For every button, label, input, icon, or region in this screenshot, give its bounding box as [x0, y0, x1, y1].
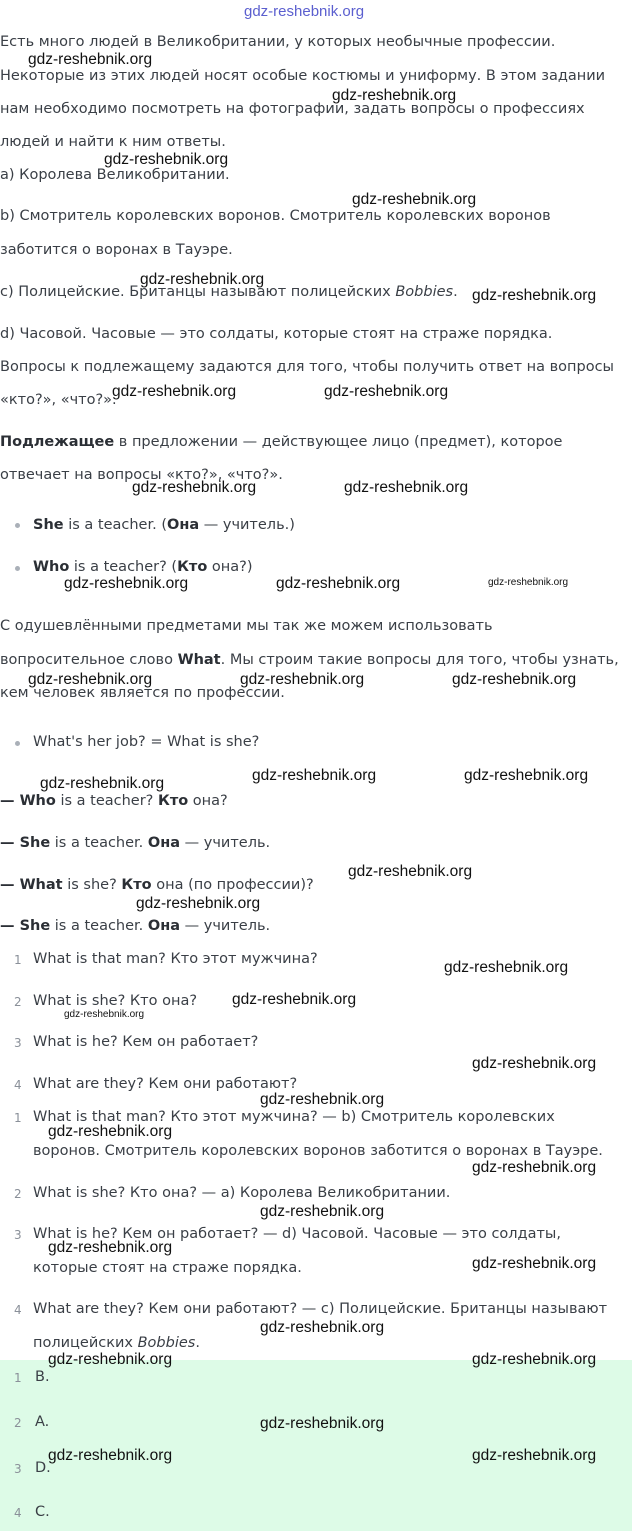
option-b-cont: заботится о воронах в Тауэре.: [0, 242, 233, 258]
answer-item-cont: которые стоят на страже порядка.: [33, 1260, 302, 1276]
watermark: gdz-reshebnik.org: [344, 479, 469, 496]
watermark: gdz-reshebnik.org: [260, 1091, 385, 1108]
watermark: gdz-reshebnik.org: [48, 1447, 173, 1464]
rule-definition-cont: отвечает на вопросы «кто?», «что?».: [0, 467, 283, 483]
watermark: gdz-reshebnik.org: [332, 87, 457, 104]
watermark: gdz-reshebnik.org: [48, 1123, 173, 1140]
final-answer: C.: [35, 1504, 50, 1520]
option-c: c) Полицейские. Британцы называют полицейских Bobbies.: [0, 284, 458, 300]
dialog-line: — She is a teacher. Она — учитель.: [0, 918, 271, 934]
watermark: gdz-reshebnik.org: [352, 191, 477, 208]
list-number: 4: [14, 1506, 22, 1520]
bullet-icon: [15, 741, 20, 746]
animate-text: кем человек является по профессии.: [0, 685, 285, 701]
watermark: gdz-reshebnik.org: [276, 575, 401, 592]
watermark: gdz-reshebnik.org: [472, 1447, 597, 1464]
final-answer: D.: [35, 1460, 51, 1476]
watermark: gdz-reshebnik.org: [232, 991, 357, 1008]
watermark: gdz-reshebnik.org: [104, 151, 229, 168]
question-item: What is she? Кто она?: [33, 993, 198, 1009]
list-number: 4: [14, 1303, 22, 1317]
final-answer: A.: [35, 1414, 50, 1430]
option-b: b) Смотритель королевских воронов. Смотритель королевских воронов: [0, 208, 551, 224]
watermark: gdz-reshebnik.org: [28, 51, 153, 68]
list-number: 1: [14, 953, 22, 967]
watermark: gdz-reshebnik.org: [132, 479, 257, 496]
list-number: 3: [14, 1036, 22, 1050]
animate-text: С одушевлёнными предметами мы так же можем использовать: [0, 618, 493, 634]
watermark: gdz-reshebnik.org: [112, 383, 237, 400]
answer-item: What is he? Кем он работает? — d) Часовой. Часовые — это солдаты,: [33, 1226, 561, 1242]
watermark: gdz-reshebnik.org: [260, 1319, 385, 1336]
dialog-line: — She is a teacher. Она — учитель.: [0, 835, 271, 851]
list-number: 3: [14, 1462, 22, 1476]
watermark: gdz-reshebnik.org: [472, 1351, 597, 1368]
question-item: What is he? Кем он работает?: [33, 1034, 259, 1050]
option-a: a) Королева Великобритании.: [0, 167, 230, 183]
bullet-icon: [15, 566, 20, 571]
answer-item: What is that man? Кто этот мужчина? — b) Смотритель королевских: [33, 1109, 555, 1125]
final-answer: B.: [35, 1369, 50, 1385]
watermark: gdz-reshebnik.org: [260, 1415, 385, 1432]
option-d: d) Часовой. Часовые — это солдаты, которые стоят на страже порядка.: [0, 326, 553, 342]
watermark: gdz-reshebnik.org: [48, 1239, 173, 1256]
bullet-icon: [15, 523, 20, 528]
watermark: gdz-reshebnik.org: [472, 1055, 597, 1072]
watermark: gdz-reshebnik.org: [348, 863, 473, 880]
watermark: gdz-reshebnik.org: [260, 1203, 385, 1220]
watermark: gdz-reshebnik.org: [244, 3, 365, 20]
list-number: 2: [14, 1187, 22, 1201]
subject-question-text: Вопросы к подлежащему задаются для того, чтобы получить ответ на вопросы: [0, 359, 614, 375]
watermark: gdz-reshebnik.org: [464, 767, 589, 784]
watermark: gdz-reshebnik.org: [472, 287, 597, 304]
intro-line: Есть много людей в Великобритании, у которых необычные профессии.: [0, 34, 556, 50]
list-number: 4: [14, 1078, 22, 1092]
watermark: gdz-reshebnik.org: [472, 1255, 597, 1272]
example-job-question: What's her job? = What is she?: [33, 734, 260, 750]
watermark: gdz-reshebnik.org: [136, 895, 261, 912]
list-number: 1: [14, 1111, 22, 1125]
intro-line: Некоторые из этих людей носят особые костюмы и униформу. В этом задании: [0, 68, 606, 84]
answer-item-cont: полицейских Bobbies.: [33, 1335, 200, 1351]
watermark: gdz-reshebnik.org: [240, 671, 365, 688]
list-number: 1: [14, 1371, 22, 1385]
watermark: gdz-reshebnik.org: [48, 1351, 173, 1368]
watermark: gdz-reshebnik.org: [444, 959, 569, 976]
answer-item: What is she? Кто она? — a) Королева Великобритании.: [33, 1185, 451, 1201]
watermark: gdz-reshebnik.org: [28, 671, 153, 688]
watermark: gdz-reshebnik.org: [472, 1159, 597, 1176]
example-question: Who is a teacher? (Кто она?): [33, 559, 253, 575]
watermark: gdz-reshebnik.org: [40, 775, 165, 792]
answer-item-cont: воронов. Смотритель королевских воронов заботится о воронах в Тауэре.: [33, 1143, 603, 1159]
question-item: What is that man? Кто этот мужчина?: [33, 951, 318, 967]
intro-line: людей и найти к ним ответы.: [0, 134, 226, 150]
dialog-line: — Who is a teacher? Кто она?: [0, 793, 228, 809]
rule-definition: Подлежащее в предложении — действующее лицо (предмет), которое: [0, 434, 563, 450]
watermark: gdz-reshebnik.org: [252, 767, 377, 784]
answer-block: [0, 1360, 632, 1531]
watermark: gdz-reshebnik.org: [324, 383, 449, 400]
question-item: What are they? Кем они работают?: [33, 1076, 298, 1092]
animate-text: вопросительное слово What. Мы строим такие вопросы для того, чтобы узнать,: [0, 652, 619, 668]
watermark: gdz-reshebnik.org: [452, 671, 577, 688]
intro-line: нам необходимо посмотреть на фотографии, задать вопросы о профессиях: [0, 101, 585, 117]
answer-item: What are they? Кем они работают? — c) Полицейские. Британцы называют: [33, 1301, 608, 1317]
list-number: 3: [14, 1228, 22, 1242]
watermark: gdz-reshebnik.org: [488, 577, 569, 588]
watermark: gdz-reshebnik.org: [64, 1009, 145, 1020]
dialog-line: — What is she? Кто она (по профессии)?: [0, 877, 314, 893]
subject-question-text: «кто?», «что?».: [0, 392, 117, 408]
watermark: gdz-reshebnik.org: [140, 271, 265, 288]
watermark: gdz-reshebnik.org: [64, 575, 189, 592]
list-number: 2: [14, 1416, 22, 1430]
list-number: 2: [14, 995, 22, 1009]
example-sentence: She is a teacher. (Она — учитель.): [33, 517, 295, 533]
